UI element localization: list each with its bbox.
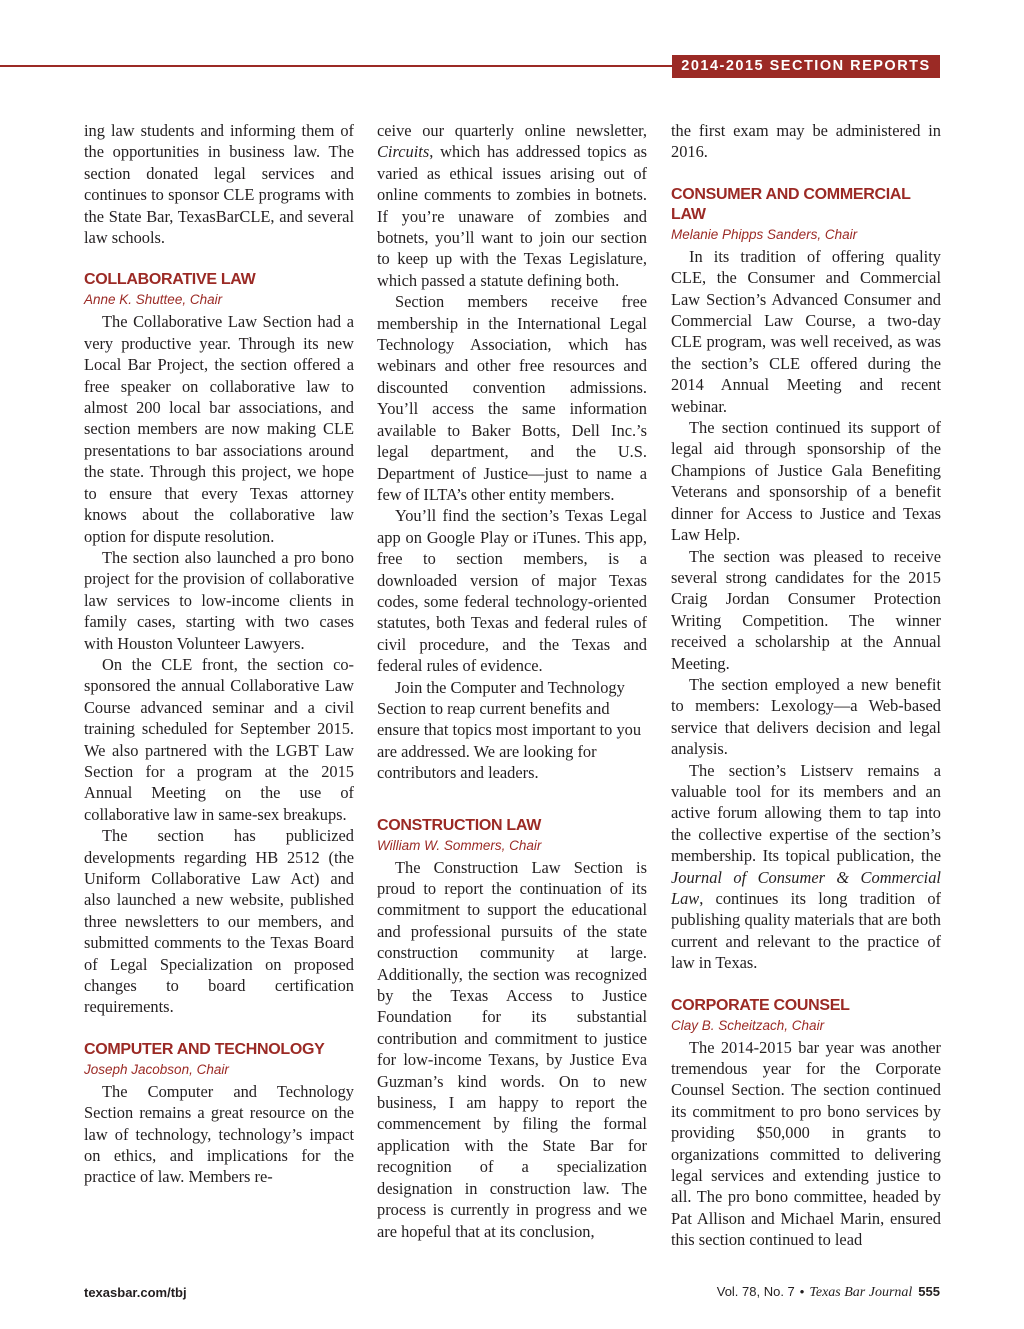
- newsletter-title: Circuits: [377, 142, 430, 162]
- paragraph: On the CLE front, the section co-sponsored the annual Collaborative Law Course advanced seminar and a civil training scheduled for September 2015. We also partnered with the LGBT Law Section for a program at the 2015 Annual Meeting on the use of collaborative law in same-sex breakups.: [84, 654, 354, 824]
- header-rule: [0, 65, 672, 67]
- footer-bullet: •: [799, 1284, 805, 1299]
- section-heading-construction-law: CONSTRUCTION LAW: [377, 816, 542, 834]
- page-number: 555: [918, 1284, 940, 1299]
- section-banner: 2014-2015 SECTION REPORTS: [672, 55, 940, 78]
- column-1: [84, 120, 354, 1188]
- section-heading-collaborative-law: COLLABORATIVE LAW: [84, 271, 256, 289]
- footer-website: texasbar.com/tbj: [84, 1285, 187, 1300]
- footer-citation: [717, 1284, 940, 1301]
- paragraph: The section was pleased to receive several strong candidates for the 2015 Craig Jordan Consumer Protection Writing Competition. The winner received a scholarship at the Annual Meeting.: [671, 546, 941, 673]
- paragraph: In its tradition of offering quality CLE, the Consumer and Commercial Law Section’s Advanced Consumer and Commercial Law Course, a two-day CLE program, was well received, as was the section’s CLE offered during the 2014 Annual Meeting and recent webinar.: [671, 246, 941, 416]
- paragraph: Section members receive free membership in the International Legal Technology Association, which has webinars and other free resources and discounted convention admissions. You’ll access the same information available to Baker Botts, Dell Inc.’s legal department, and the U.S. Department of Justice—just to name a few of ILTA’s other entity members.: [377, 292, 647, 504]
- section-heading-corporate-counsel: CORPORATE COUNSEL: [671, 996, 850, 1014]
- text-run: , continues its long tradition of publishing quality materials that are both current and relevant to the practice of law in Texas.: [671, 889, 941, 973]
- section-chair: Joseph Jacobson, Chair: [84, 1061, 229, 1077]
- section-chair: Clay B. Scheitzach, Chair: [671, 1017, 825, 1033]
- paragraph: The section also launched a pro bono project for the provision of collaborative law services to low-income clients in family cases, starting with two cases with Houston Volunteer Lawyers.: [84, 547, 354, 653]
- paragraph: [377, 120, 647, 291]
- paragraph: The Computer and Technology Section remains a great resource on the law of technology, technology’s impact on ethics, and implications for the practice of law. Members re-: [84, 1081, 354, 1187]
- paragraph: the first exam may be administered in 2016.: [671, 121, 941, 162]
- paragraph: The section has publicized developments regarding HB 2512 (the Uniform Collaborative Law Act) and also launched a new website, published three newsletters to our members, and submitted comments to the Texas Board of Legal Specialization on proposed changes to board certification requirements.: [84, 826, 354, 1017]
- column-3: [671, 120, 941, 1251]
- section-chair: Melanie Phipps Sanders, Chair: [671, 226, 858, 242]
- paragraph: You’ll find the section’s Texas Legal app on Google Play or iTunes. This app, free to section members, is a downloaded version of major Texas codes, some federal technology-oriented statutes, both Texas and federal rules of civil procedure, and the Texas and federal rules of evidence.: [377, 506, 647, 676]
- paragraph: ing law students and informing them of the opportunities in business law. The section donated legal services and continues to sponsor CLE programs with the State Bar, TexasBarCLE, and several law schools.: [84, 121, 354, 248]
- paragraph: [671, 760, 941, 974]
- footer-volume: Vol. 78, No. 7: [716, 1284, 795, 1299]
- text-run: The section’s Listserv remains a valuable tool for its members and an active forum allowing them to tap into the collective expertise of the section’s membership. Its topical publication, the: [671, 760, 941, 866]
- section-heading-consumer-commercial-law: CONSUMER AND COMMERCIAL LAW: [671, 185, 911, 223]
- section-chair: Anne K. Shuttee, Chair: [84, 292, 223, 308]
- journal-title: Journal of Consumer & Commercial Law: [671, 867, 941, 908]
- paragraph: The section employed a new benefit to members: Lexology—a Web-based service that delivers decision and legal analysis.: [671, 674, 941, 759]
- paragraph: The section continued its support of legal aid through sponsorship of the Champions of Justice Gala Benefiting Veterans and sponsorship of a benefit dinner for Access to Justice and Texas Law Help.: [671, 418, 941, 545]
- footer-journal: Texas Bar Journal: [809, 1285, 913, 1300]
- text-run: , which has addressed topics as varied as ethical issues arising out of online comments to zombies in botnets. If you’re unaware of zombies and botnets, you’ll want to join our section to keep up with the Texas Legislature, which passed a statute defining both.: [377, 142, 647, 290]
- paragraph: The Collaborative Law Section had a very productive year. Through its new Local Bar Project, the section offered a free speaker on collaborative law to almost 200 local bar associations, and section members are now making CLE presentations to bar associations around the state. Through this project, we hope to ensure that every Texas attorney knows about the collaborative law option for dispute resolution.: [84, 312, 354, 546]
- paragraph: The Construction Law Section is proud to report the continuation of its commitment to support the educational and professional pursuits of the state construction community at large. Additionally, the section was recognized by the Texas Access to Justice Foundation for its substantial contribution and commitment to justice for low-income Texans, by Justice Eva Guzman’s kind words. On to new business, I am happy to report the commencement by filing the formal application with the State Bar for recognition of a specialization designation in construction law. The process is currently in progress and we are hopeful that at its conclusion,: [377, 857, 647, 1241]
- section-heading-computer-technology: COMPUTER AND TECHNOLOGY: [84, 1040, 325, 1058]
- text-run: ceive our quarterly online newsletter,: [377, 121, 647, 140]
- paragraph: Join the Computer and Technology Section to reap current benefits and ensure that topics most important to you are addressed. We are looking for contributors and leaders.: [377, 677, 642, 783]
- section-chair: William W. Sommers, Chair: [377, 837, 542, 853]
- column-2: [377, 120, 647, 1242]
- paragraph: The 2014-2015 bar year was another tremendous year for the Corporate Counsel Section. The section continued its commitment to pro bono services by providing $50,000 in grants to organizations committed to delivering legal services and extending justice to all. The pro bono committee, headed by Pat Allison and Michael Marin, ensured this section continued to lead: [671, 1037, 941, 1250]
